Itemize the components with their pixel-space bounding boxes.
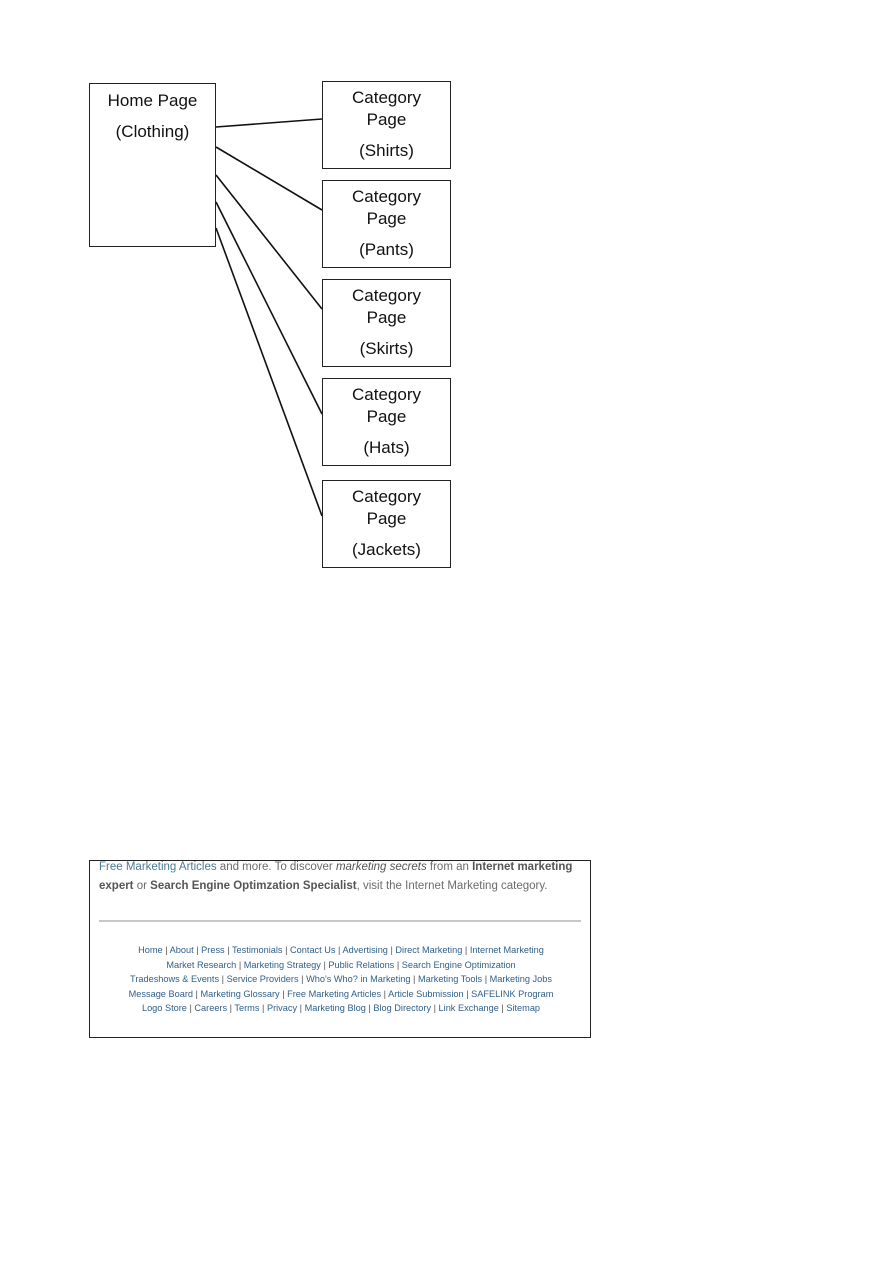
website-footer-screenshot — [89, 860, 591, 1038]
connector-shirts — [216, 119, 322, 127]
home-page-title: Home Page — [107, 91, 198, 110]
category-node-shirts — [322, 81, 451, 169]
home-page-node — [89, 83, 216, 247]
separator: | — [193, 945, 202, 955]
connector-jackets — [216, 228, 322, 516]
footer-link[interactable]: Blog Directory — [373, 1003, 432, 1013]
separator: | — [297, 1003, 305, 1013]
footer-link[interactable]: Service Providers — [226, 974, 299, 984]
separator: | — [227, 1003, 235, 1013]
category-label: Page — [366, 209, 407, 229]
intro-text: and more. To discover — [216, 861, 336, 873]
separator: | — [219, 974, 227, 984]
separator: | — [482, 974, 490, 984]
intro-strong: Search Engine Optimzation Specialist — [150, 880, 357, 892]
footer-row — [98, 958, 584, 973]
footer-links — [98, 943, 584, 1016]
intro-strong: Internet marketing expert — [99, 861, 573, 892]
footer-link[interactable]: Logo Store — [141, 1003, 187, 1013]
divider — [99, 920, 581, 922]
connector-hats — [216, 202, 322, 414]
footer-link[interactable]: Marketing Jobs — [489, 974, 552, 984]
category-label: Category — [352, 187, 421, 206]
category-label: Page — [366, 407, 407, 427]
separator: | — [498, 1003, 507, 1013]
footer-link[interactable]: Link Exchange — [438, 1003, 499, 1013]
footer-link[interactable]: Message Board — [128, 988, 193, 999]
category-label: Category — [352, 487, 421, 506]
intro-link[interactable]: Free Marketing Articles — [99, 861, 217, 873]
separator: | — [162, 945, 170, 955]
footer-link[interactable]: Careers — [194, 1003, 228, 1013]
category-node-jackets — [322, 480, 451, 568]
footer-link[interactable]: Press — [201, 945, 225, 955]
separator: | — [365, 1003, 374, 1013]
category-label: Category — [352, 286, 421, 305]
separator: | — [335, 945, 343, 955]
separator: | — [259, 1003, 267, 1013]
footer-link[interactable]: Contact Us — [290, 945, 336, 955]
separator: | — [282, 945, 291, 955]
category-node-pants — [322, 180, 451, 268]
intro-text: , visit the Internet Marketing category. — [356, 880, 548, 892]
footer-link[interactable]: Internet Marketing — [469, 945, 544, 955]
footer-link[interactable]: SAFELINK Program — [471, 988, 554, 999]
separator: | — [279, 988, 288, 999]
category-name: (Skirts) — [359, 339, 414, 359]
category-name: (Shirts) — [359, 141, 414, 161]
separator: | — [463, 988, 472, 999]
footer-link[interactable]: Who's Who? in Marketing — [306, 974, 411, 984]
category-label: Page — [366, 110, 407, 130]
separator: | — [410, 974, 418, 984]
footer-link[interactable]: Privacy — [266, 1003, 298, 1013]
footer-link[interactable]: Search Engine Optimization — [401, 959, 516, 970]
footer-link[interactable]: Testimonials — [231, 945, 283, 955]
separator: | — [224, 945, 232, 955]
footer-link[interactable]: Terms — [234, 1003, 260, 1013]
connector-skirts — [216, 175, 322, 309]
footer-link[interactable]: Article Submission — [388, 988, 464, 999]
connector-pants — [216, 147, 322, 210]
footer-link[interactable]: Home — [138, 945, 163, 955]
separator: | — [298, 974, 307, 984]
footer-link[interactable]: Tradeshows & Events — [130, 974, 220, 984]
footer-link[interactable]: Marketing Blog — [304, 1003, 366, 1013]
footer-link[interactable]: Free Marketing Articles — [287, 988, 382, 999]
separator: | — [193, 988, 201, 999]
footer-link[interactable]: Sitemap — [506, 1003, 541, 1013]
separator: | — [320, 959, 329, 970]
separator: | — [431, 1003, 439, 1013]
separator: | — [387, 945, 396, 955]
intro-paragraph — [99, 860, 583, 896]
category-name: (Hats) — [363, 438, 410, 458]
category-label: Page — [366, 308, 407, 328]
footer-link[interactable]: Marketing Glossary — [200, 988, 280, 999]
category-label: Category — [352, 385, 421, 404]
footer-link[interactable]: Market Research — [166, 959, 237, 970]
category-label: Page — [366, 509, 407, 529]
category-node-hats — [322, 378, 451, 466]
category-name: (Jackets) — [352, 540, 421, 560]
intro-emphasis: marketing secrets — [335, 861, 427, 873]
footer-link[interactable]: Marketing Tools — [417, 974, 483, 984]
footer-row — [98, 1001, 584, 1016]
category-name: (Pants) — [359, 240, 414, 260]
category-node-skirts — [322, 279, 451, 367]
footer-link[interactable]: Direct Marketing — [395, 945, 463, 955]
intro-text: or — [133, 880, 151, 892]
category-label: Category — [352, 88, 421, 107]
footer-link[interactable]: Marketing Strategy — [243, 959, 321, 970]
separator: | — [462, 945, 470, 955]
footer-link[interactable]: Public Relations — [328, 959, 395, 970]
separator: | — [186, 1003, 195, 1013]
separator: | — [394, 959, 402, 970]
footer-row — [98, 943, 584, 958]
home-page-subtitle: (Clothing) — [115, 122, 190, 142]
separator: | — [381, 988, 389, 999]
footer-link[interactable]: About — [169, 945, 194, 955]
footer-row — [98, 972, 584, 987]
intro-text: from an — [426, 861, 473, 873]
footer-link[interactable]: Advertising — [342, 945, 388, 955]
footer-row — [98, 987, 584, 1002]
separator: | — [236, 959, 244, 970]
